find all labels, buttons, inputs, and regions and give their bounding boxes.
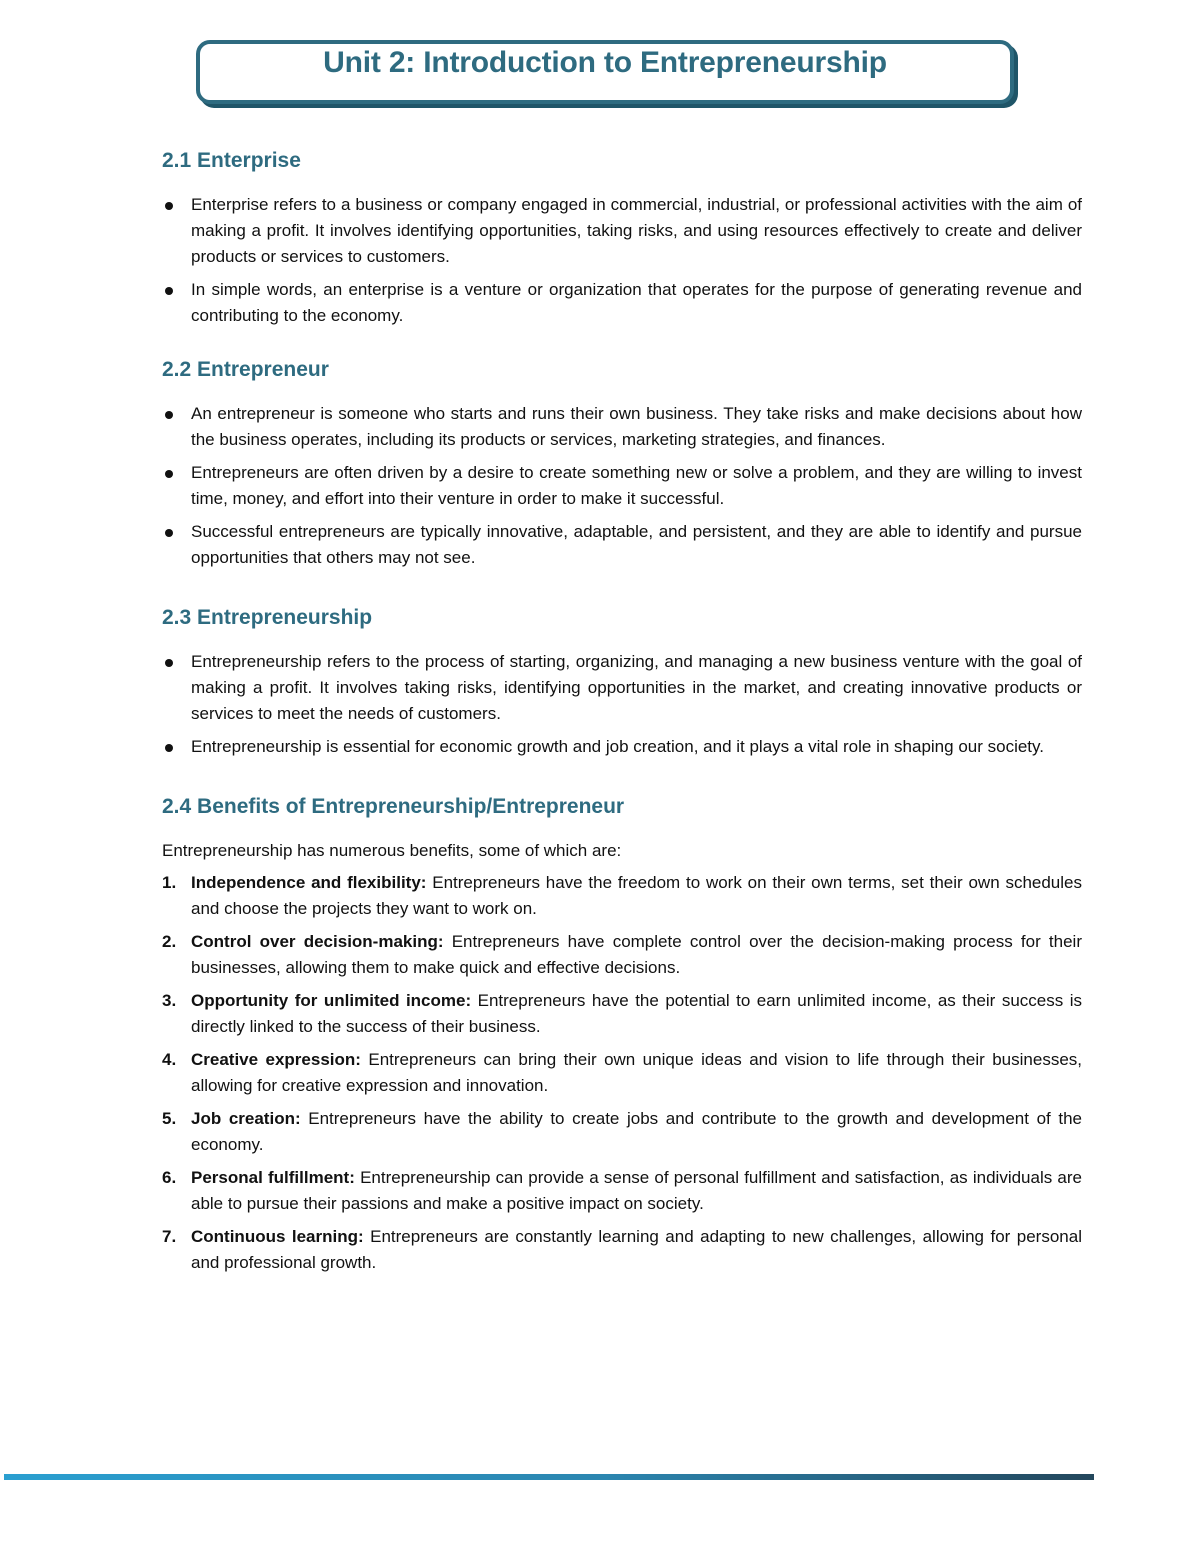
bullet-icon	[165, 202, 173, 210]
section-benefits	[162, 792, 1082, 1276]
list-item: 2. Control over decision-making: Entrepreneurs have complete control over the decision-making process for their businesses, allowing them to make quick and effective decisions.	[162, 932, 1082, 977]
list-item: 7. Continuous learning: Entrepreneurs are constantly learning and adapting to new challenges, allowing for personal and professional growth.	[162, 1227, 1082, 1272]
bullet-list	[162, 649, 1082, 760]
section-entrepreneurship	[162, 603, 1082, 760]
list-item: 6. Personal fulfillment: Entrepreneurship can provide a sense of personal fulfillment and satisfaction, as individuals are able to pursue their passions and make a positive impact on society.	[162, 1168, 1082, 1213]
document-body	[162, 146, 1082, 1302]
list-item: 4. Creative expression: Entrepreneurs can bring their own unique ideas and vision to life through their businesses, allowing for creative expression and innovation.	[162, 1050, 1082, 1095]
list-item: In simple words, an enterprise is a venture or organization that operates for the purpose of generating revenue and contributing to the economy.	[162, 277, 1082, 329]
section-entrepreneur	[162, 355, 1082, 571]
list-item: 3. Opportunity for unlimited income: Entrepreneurs have the potential to earn unlimited income, as their success is directly linked to the success of their business.	[162, 991, 1082, 1036]
section-heading: 2.2 Entrepreneur	[162, 358, 329, 381]
bullet-icon	[165, 470, 173, 478]
list-item: Entrepreneurs are often driven by a desire to create something new or solve a problem, and they are willing to invest time, money, and effort into their venture in order to make it successful.	[162, 460, 1082, 512]
list-item: Entrepreneurship refers to the process of starting, organizing, and managing a new business venture with the goal of making a profit. It involves taking risks, identifying opportunities in the market, and creating innovative products or services to meet the needs of customers.	[162, 649, 1082, 727]
section-heading: 2.4 Benefits of Entrepreneurship/Entrepreneur	[162, 795, 625, 818]
title-box	[196, 40, 1014, 104]
list-item: 5. Job creation: Entrepreneurs have the ability to create jobs and contribute to the growth and development of the economy.	[162, 1109, 1082, 1154]
list-item: Entrepreneurship is essential for economic growth and job creation, and it plays a vital role in shaping our society.	[162, 734, 1082, 760]
bullet-icon	[165, 411, 173, 419]
list-item: An entrepreneur is someone who starts and runs their own business. They take risks and make decisions about how the business operates, including its products or services, marketing strategies, and finances.	[162, 401, 1082, 453]
bullet-icon	[165, 659, 173, 667]
bullet-list	[162, 401, 1082, 571]
footer-rule	[4, 1474, 1094, 1480]
benefits-intro: Entrepreneurship has numerous benefits, some of which are:	[162, 841, 622, 860]
benefits-list	[162, 870, 1082, 1276]
bullet-icon	[165, 529, 173, 537]
bullet-list	[162, 192, 1082, 329]
page-title: Unit 2: Introduction to Entrepreneurship	[323, 46, 887, 79]
list-item: 1. Independence and flexibility: Entrepreneurs have the freedom to work on their own terms, set their own schedules and choose the projects they want to work on.	[162, 873, 1082, 918]
section-heading: 2.1 Enterprise	[162, 149, 301, 172]
list-item: Successful entrepreneurs are typically innovative, adaptable, and persistent, and they are able to identify and pursue opportunities that others may not see.	[162, 519, 1082, 571]
bullet-icon	[165, 287, 173, 295]
bullet-icon	[165, 744, 173, 752]
list-item: Enterprise refers to a business or company engaged in commercial, industrial, or professional activities with the aim of making a profit. It involves identifying opportunities, taking risks, and using resources effectively to create and deliver products or services to customers.	[162, 192, 1082, 270]
section-enterprise	[162, 146, 1082, 329]
section-heading: 2.3 Entrepreneurship	[162, 606, 373, 629]
